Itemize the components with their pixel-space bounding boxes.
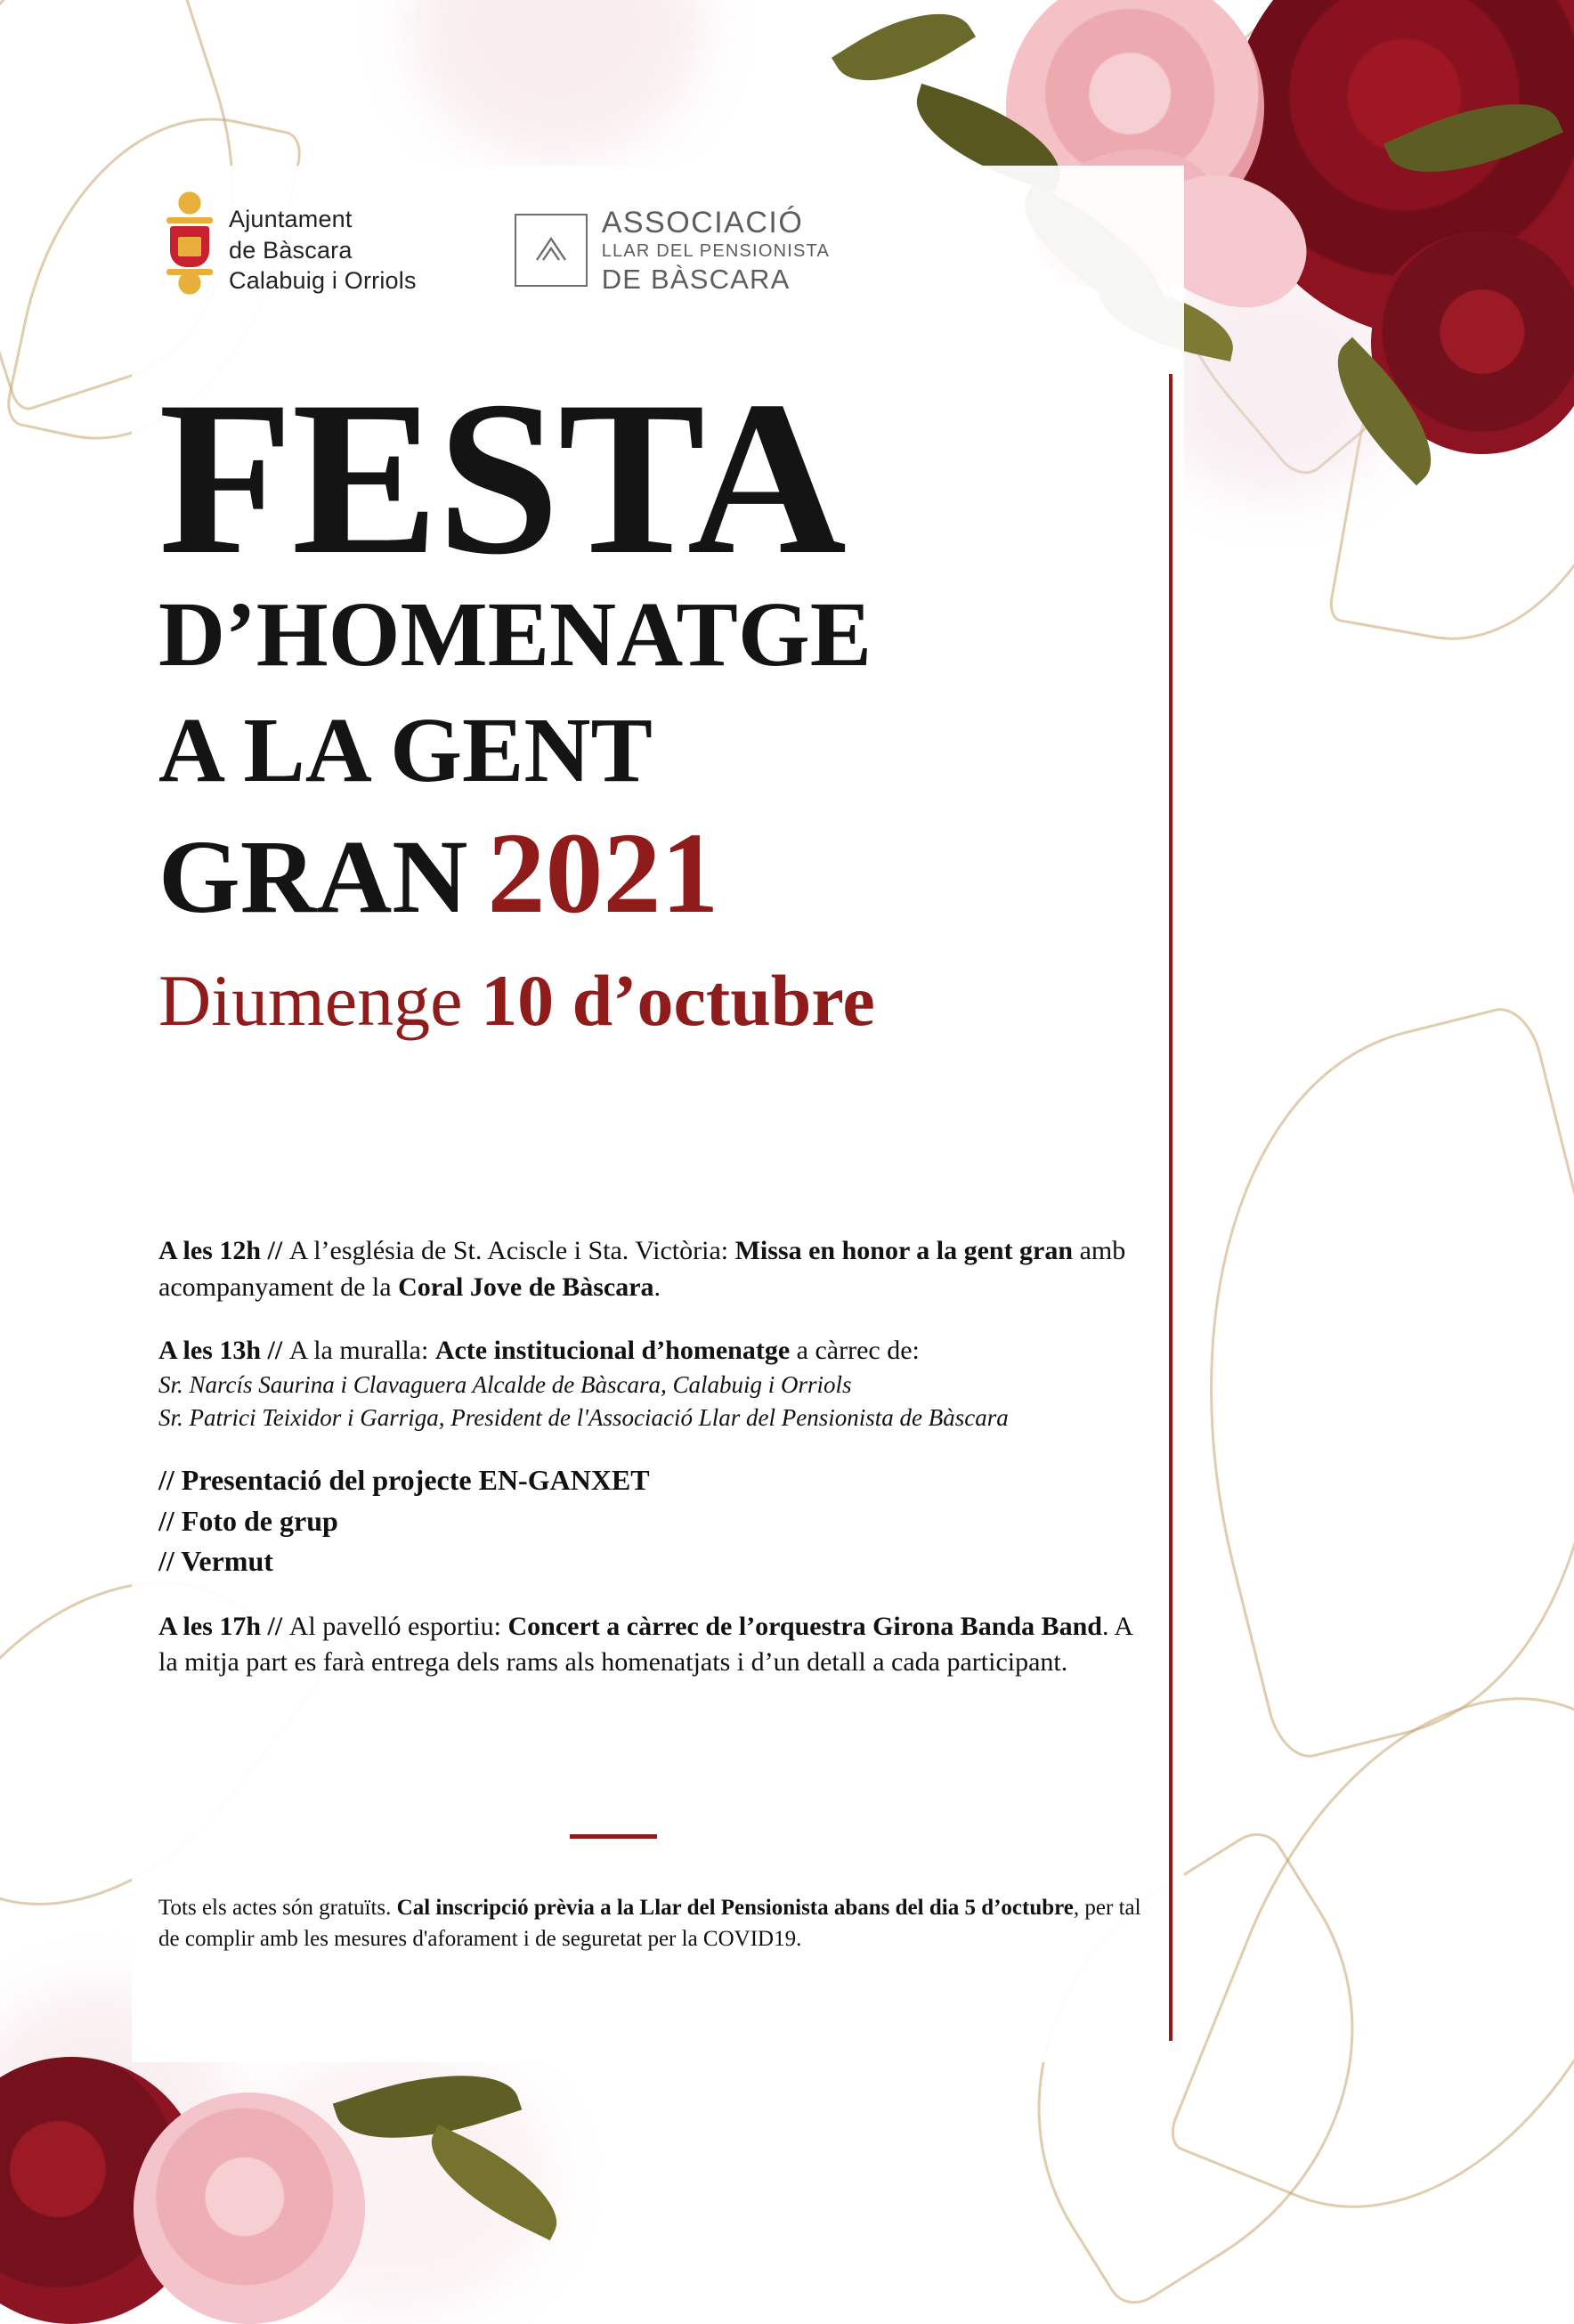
title-line-gent: A LA GENT [158,698,653,801]
title-line-gran-year [158,810,1173,938]
entry-text-2: amb acompanyament de la [158,1236,1126,1302]
programme-entry-17h [158,1609,1151,1682]
event-date-prefix: Diumenge [158,960,482,1042]
speaker-line-1: Sr. Narcís Saurina i Clavaguera Alcalde de Bàscara, Calabuig i Orriols [158,1371,852,1399]
entry-text-2: a càrrec de: [790,1335,920,1365]
title-word-gran: GRAN [158,818,468,936]
logo-row [165,175,841,326]
programme-entry-12h [158,1233,1151,1306]
event-date-main: 10 d’octubre [481,960,875,1042]
bullet-item-2: // Foto de grup [158,1504,338,1537]
pink-rose-illustration [134,2092,365,2324]
footnote-bold-1: Cal inscripció prèvia a la Llar del Pensionista abans del dia 5 d’octubre [396,1896,1074,1920]
associacio-logo-text [602,206,830,296]
entry-text-1: A l’església de St. Aciscle i Sta. Victòria: [288,1236,735,1265]
ajuntament-line-3: Calabuig i Orriols [229,267,417,295]
entry-text-2: . A la mitja part es farà entrega dels rams als homenatjats i d’un detall a cada participant. [158,1611,1132,1678]
programme-entry-13h [158,1333,1151,1434]
entry-text-1: A la muralla: [288,1335,435,1365]
entry-time-17h: A les 17h [158,1611,262,1641]
programme-list [158,1233,1151,1708]
entry-separator: // [261,1236,289,1265]
footnote [158,1892,1142,1954]
entry-text-1: Al pavelló esportiu: [288,1611,508,1641]
bascara-crest-icon [165,183,215,317]
ajuntament-logo-text [229,204,417,297]
bullet-item-1: // Presentació del projecte EN-GANXET [158,1464,650,1497]
entry-bold-1: Acte institucional d’homenatge [434,1335,791,1365]
footnote-text-1: Tots els actes són gratuïts. [158,1896,397,1920]
associacio-line-2: LLAR DEL PENSIONISTA [601,240,830,261]
title-line-festa: FESTA [158,355,845,600]
title-year: 2021 [487,809,719,939]
entry-time-12h: A les 12h [158,1236,262,1265]
entry-bold-1: Missa en honor a la gent gran [734,1236,1074,1265]
entry-separator: // [261,1611,289,1641]
entry-bold-2: Coral Jove de Bàscara [398,1272,654,1302]
ajuntament-line-1: Ajuntament [229,206,353,233]
associacio-line-1: ASSOCIACIÓ [601,205,804,240]
event-date [158,961,1173,1041]
entry-separator: // [261,1335,289,1365]
ajuntament-logo [165,183,417,317]
associacio-line-3: DE BÀSCARA [601,263,791,295]
associacio-monogram-icon [515,214,588,287]
entry-text-3: . [653,1272,661,1302]
speaker-line-2: Sr. Patrici Teixidor i Garriga, President de l'Associació Llar del Pensionista de Bàscara [158,1403,1009,1431]
poster-headline [158,355,1173,1042]
title-line-homenatge: D’HOMENATGE [158,583,872,687]
entry-bold-1: Concert a càrrec de l’orquestra Girona Banda Band [507,1611,1102,1641]
section-divider [570,1834,657,1839]
programme-bullets [158,1460,1151,1581]
ajuntament-line-2: de Bàscara [229,236,353,264]
associacio-logo [515,206,830,296]
entry-time-13h: A les 13h [158,1335,262,1365]
bullet-item-3: // Vermut [158,1545,273,1578]
footnote-text-2: , per tal de complir amb les mesures d'aforament i de seguretat per la COVID19. [158,1896,1141,1951]
